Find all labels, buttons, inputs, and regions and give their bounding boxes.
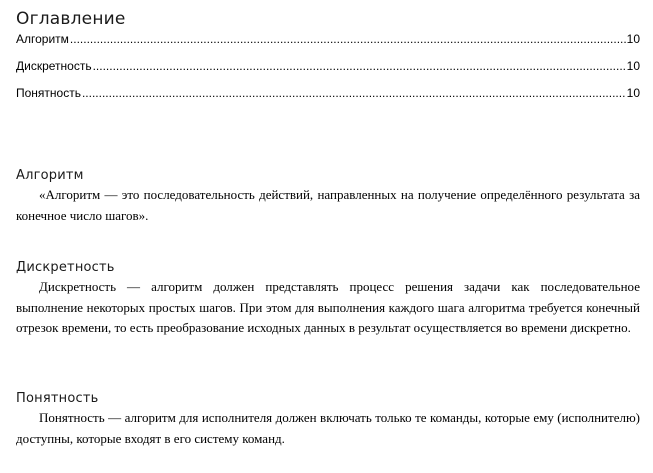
section-paragraph: Дискретность — алгоритм должен представлять процесс решения задачи как последовательное выполнение некоторых простых шагов. При этом для выполнения каждого шага алгоритма требуется конечный отрезок времени, то есть преобразование исходных данных в результат осуществляется во времени дискретно. [16,279,640,335]
toc-entry-clarity[interactable] [16,86,640,100]
toc-dot-leader [93,59,626,73]
section-paragraph: «Алгоритм — это последовательность действий, направленных на получение определённого результата за конечное число шагов». [16,187,640,223]
toc-entry-algorithm[interactable] [16,32,640,46]
toc-entry-label: Понятность [16,86,81,100]
section-heading: Алгоритм [16,168,84,183]
section-discreteness [16,260,640,339]
toc-entry-page: 10 [626,59,640,73]
section-heading: Понятность [16,391,99,406]
section-algorithm [16,168,640,226]
section-heading: Дискретность [16,260,115,275]
section-clarity [16,391,640,449]
toc-entry-label: Алгоритм [16,32,69,46]
toc-dot-leader [70,32,626,46]
table-of-contents [16,32,640,100]
toc-entry-page: 10 [626,86,640,100]
toc-entry-label: Дискретность [16,59,92,73]
toc-dot-leader [82,86,626,100]
document-page [16,8,640,113]
toc-entry-page: 10 [626,32,640,46]
section-paragraph: Понятность — алгоритм для исполнителя должен включать только те команды, которые ему (исполнителю) доступны, которые входят в его систему команд. [16,410,640,446]
toc-title: Оглавление [16,9,126,29]
toc-entry-discreteness[interactable] [16,59,640,73]
